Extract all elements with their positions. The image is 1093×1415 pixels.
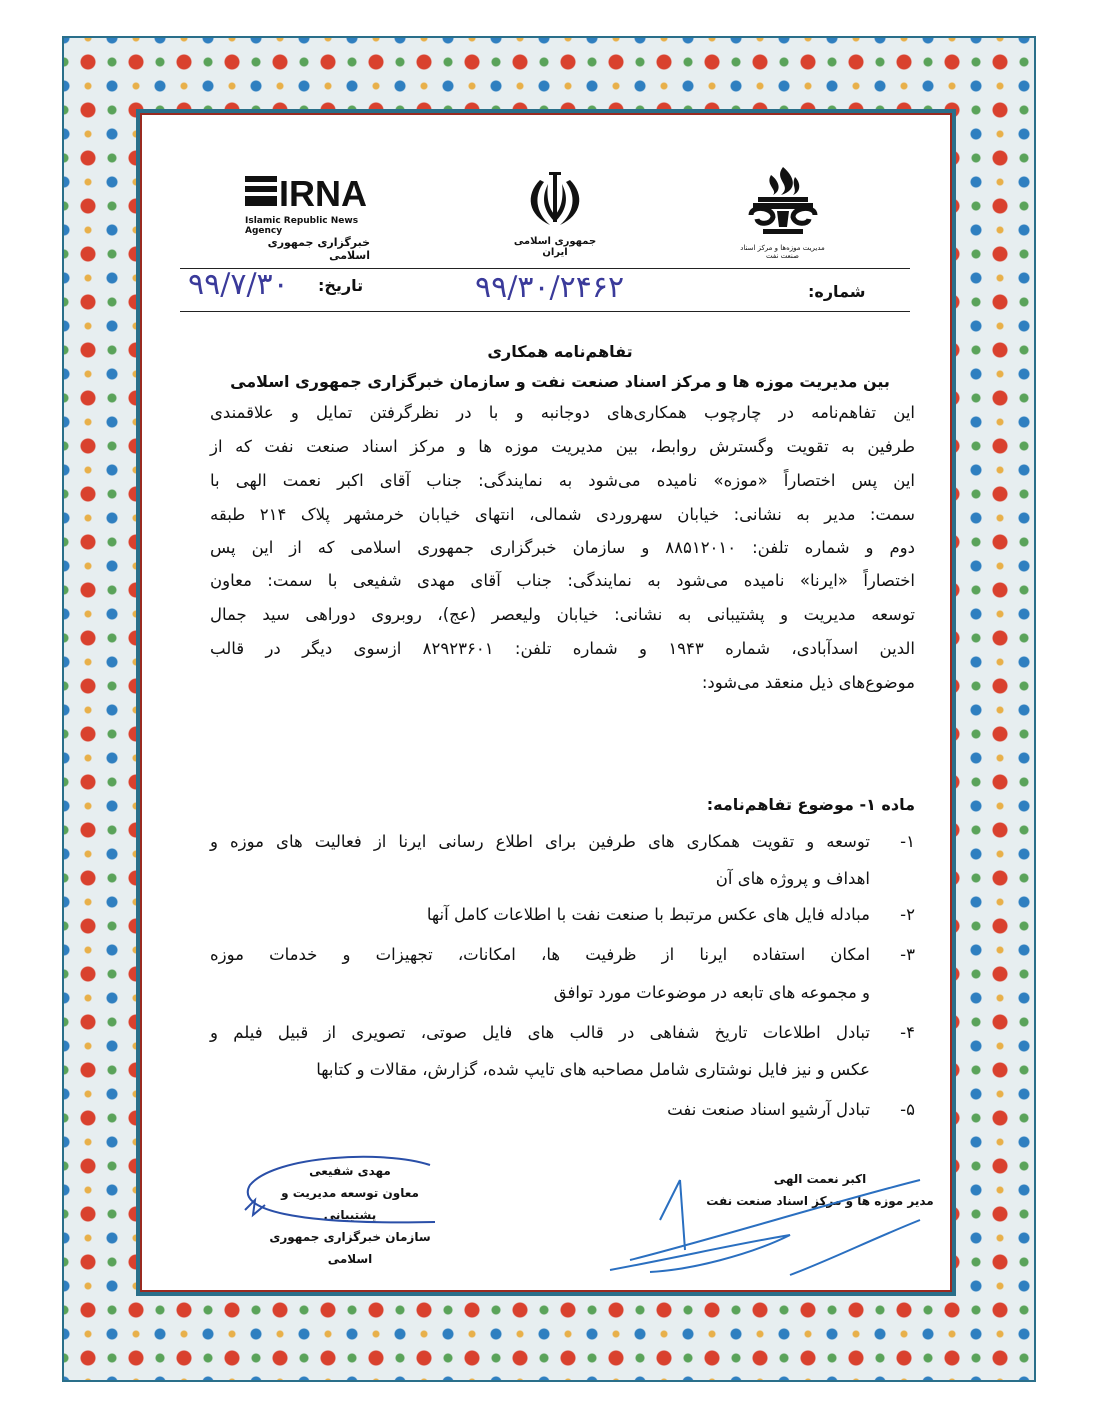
signatory-name: اکبر نعمت الهی	[773, 1172, 867, 1186]
irna-subtitle-en: Islamic Republic News Agency	[245, 216, 359, 236]
irna-subtitle-fa: خبرگزاری جمهوری اسلامی	[267, 236, 370, 262]
paragraph-line: موضوع‌های ذیل منعقد می‌شود:	[701, 673, 915, 692]
number-value: ۹۹/۳۰/۲۴۶۲	[475, 270, 625, 305]
signatory-org: سازمان خبرگزاری جمهوری اسلامی	[269, 1230, 431, 1266]
museum-flame-logo-icon	[743, 165, 823, 240]
item-line: تبادل اطلاعات تاریخ شفاهی در قالب های فایل صوتی، تصویری از قبیل فیلم و	[210, 1023, 870, 1042]
header-rule-bottom	[180, 311, 910, 312]
paragraph-line: این تفاهم‌نامه در چارچوب همکاری‌های دوجانبه و با در نظرگرفتن تمایل و علاقمندی	[210, 403, 915, 422]
signatory-name: مهدی شفیعی	[309, 1164, 391, 1178]
signature-scribble-left-icon	[235, 1150, 475, 1240]
item-number: ۵-	[900, 1100, 915, 1119]
signature-scribble-right-icon	[590, 1160, 940, 1280]
item-number: ۳-	[900, 945, 915, 964]
item-line: مبادله فایل های عکس مرتبط با صنعت نفت با اطلاعات کامل آنها	[426, 905, 870, 924]
document-title: تفاهم‌نامه همکاری	[487, 342, 633, 361]
item-number: ۴-	[900, 1023, 915, 1042]
irna-logo	[245, 172, 370, 262]
item-line: عکس و نیز فایل نوشتاری شامل مصاحبه های تایپ شده، گزارش، مقالات و کتابها	[316, 1060, 870, 1079]
number-label: شماره:	[808, 282, 866, 301]
museum-logo	[740, 165, 825, 260]
item-line: تبادل آرشیو اسناد صنعت نفت	[667, 1100, 870, 1119]
paragraph-line: توسعه مدیریت و پشتیبانی به نشانی: خیابان ولیعصر (عج)، روبروی دوراهی سید جمال	[210, 605, 915, 624]
item-line: و مجموعه های تابعه در موضوعات مورد توافق	[553, 983, 870, 1002]
paragraph-line: سمت: مدیر به نشانی: خیابان سهروردی شمالی، انتهای خیابان خرمشهر پلاک ۲۱۴ طبقه	[210, 505, 915, 524]
signatory-title: مدیر موزه ها و مرکز اسناد صنعت نفت	[706, 1194, 934, 1208]
article-heading: ماده ۱- موضوع تفاهم‌نامه:	[706, 795, 915, 814]
irna-logo-mark	[245, 172, 370, 212]
iran-emblem-caption: جمهوری اسلامی ایران	[513, 236, 597, 258]
document-subtitle: بین مدیریت موزه ها و مرکز اسناد صنعت نفت و سازمان خبرگزاری جمهوری اسلامی	[230, 372, 890, 391]
item-line: توسعه و تقویت همکاری های طرفین برای اطلاع رسانی ایرنا از فعالیت های موزه و	[210, 832, 870, 851]
paragraph-line: الدین اسدآبادی، شماره ۱۹۴۳ و شماره تلفن: ۸۲۹۲۳۶۰۱ ازسوی دیگر در قالب	[210, 639, 915, 658]
paragraph-line: دوم و شماره تلفن: ۸۸۵۱۲۰۱۰ و سازمان خبرگزاری جمهوری اسلامی که از این پس	[210, 538, 915, 557]
museum-logo-caption: مدیریت موزه‌ها و مرکز اسناد صنعت نفت	[740, 244, 825, 260]
iran-emblem-icon	[520, 170, 590, 232]
svg-text:IRNA: IRNA	[279, 173, 367, 212]
iran-emblem	[510, 170, 600, 258]
item-line: امکان استفاده ایرنا از ظرفیت ها، امکانات، تجهیزات و خدمات موزه	[210, 945, 870, 964]
item-number: ۱-	[900, 832, 915, 851]
paragraph-line: اختصاراً «ایرنا» نامیده می‌شود به نمایندگی: جناب آقای مهدی شفیعی با سمت: معاون	[210, 571, 915, 590]
header-rule-top	[180, 268, 910, 269]
date-value: ۹۹/۷/۳۰	[188, 267, 289, 302]
paragraph-line: طرفین به تقویت وگسترش روابط، بین مدیریت موزه ها و مرکز اسناد صنعت نفت که از	[210, 437, 915, 456]
signatory-title: معاون توسعه مدیریت و پشتیبانی	[281, 1186, 419, 1222]
paragraph-line: این پس اختصاراً «موزه» نامیده می‌شود به نمایندگی: جناب آقای اکبر نعمت الهی با	[210, 471, 915, 490]
item-number: ۲-	[900, 905, 915, 924]
item-line: اهداف و پروژه های آن	[715, 869, 870, 888]
date-label: تاریخ:	[318, 276, 364, 295]
